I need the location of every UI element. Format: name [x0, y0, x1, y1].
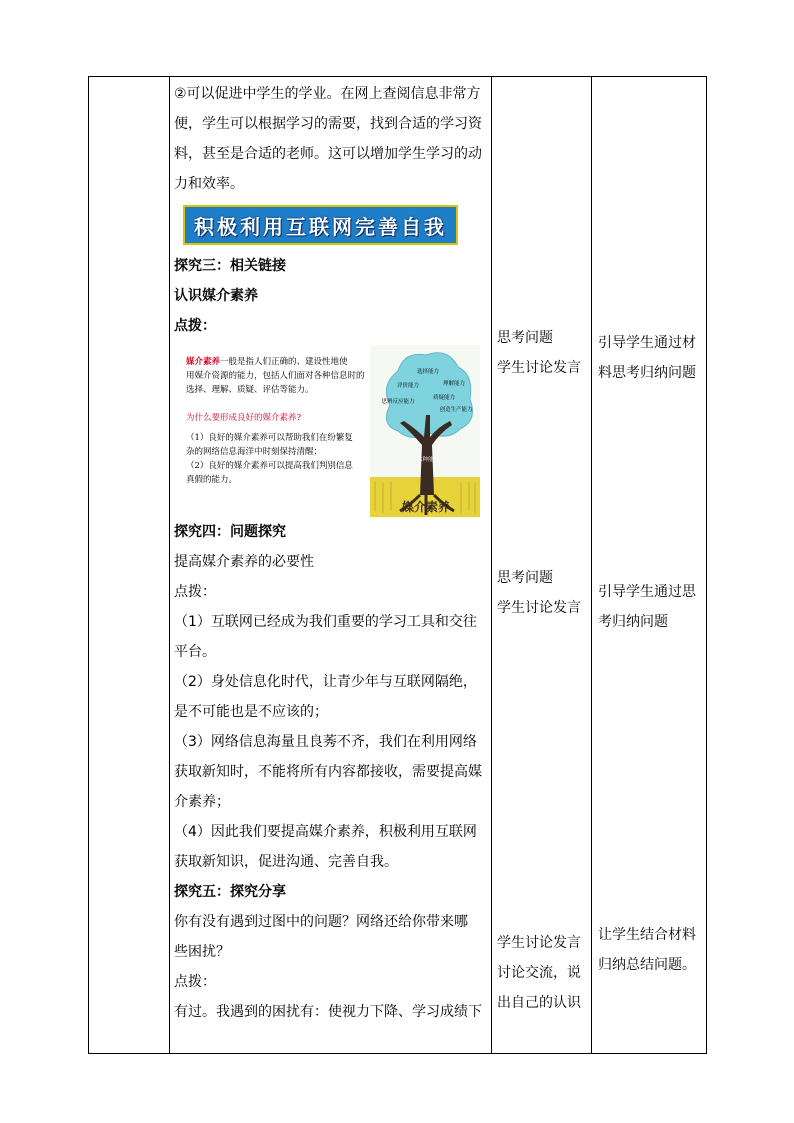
tree-label: 评价能力	[396, 383, 420, 389]
section4-line: 是不可能也是不应该的；	[174, 704, 328, 720]
banner-image	[183, 205, 458, 245]
tree-label: 创造生产能力	[439, 407, 473, 413]
column-divider	[491, 77, 492, 1053]
intro-line: 力和效率。	[174, 176, 244, 192]
media-question: 为什么要形成良好的媒介素养?	[186, 413, 302, 423]
section4-line: 平台。	[174, 644, 216, 660]
media-literacy-image	[174, 345, 474, 517]
section3-sub: 认识媒介素养	[174, 288, 258, 304]
student-activity-3: 学生讨论发言 讨论交流，说 出自己的认识	[497, 935, 581, 1011]
tree-label: 理解能力	[442, 381, 466, 387]
section4-line: （2）身处信息化时代，让青少年与互联网隔绝，	[174, 674, 477, 690]
intro-line: 料，甚至是合适的老师。这可以增加学生学习的动	[174, 146, 482, 162]
section4-line: 点拨：	[174, 584, 216, 600]
section3-title: 探究三：相关链接	[174, 258, 286, 274]
tree-label: 思辨反应能力	[381, 399, 415, 405]
section5-line: 有过。我遇到的困扰有：使视力下降、学习成绩下	[174, 1004, 482, 1020]
tree-caption: 媒介素养	[401, 500, 451, 514]
design-intent-1: 引导学生通过材 料思考归纳问题	[598, 335, 696, 381]
section3-hint: 点拨：	[174, 318, 216, 334]
column-divider	[591, 77, 592, 1053]
section4-line: 介素养；	[174, 794, 230, 810]
design-intent-2: 引导学生通过思 考归纳问题	[598, 584, 696, 630]
intro-line: 便，学生可以根据学习的需要，找到合适的学习资	[174, 116, 482, 132]
section5-line: 些困扰？	[174, 944, 230, 960]
section4-line: （1）互联网已经成为我们重要的学习工具和交往	[174, 614, 477, 630]
section4-line: （3）网络信息海量且良莠不齐，我们在利用网络	[174, 734, 477, 750]
content-column	[169, 77, 491, 1027]
tree-label: 六种能力	[416, 457, 440, 463]
tree-label: 选择能力	[416, 369, 440, 375]
section4-title: 探究四：问题探究	[174, 524, 286, 540]
student-activity-2: 思考问题 学生讨论发言	[497, 570, 581, 616]
section5-line: 你有没有遇到过图中的问题？网络还给你带来哪	[174, 914, 468, 930]
section4-line: 获取新知时，不能将所有内容都接收，需要提高媒	[174, 764, 482, 780]
tree-illustration	[370, 345, 480, 517]
student-activity-1: 思考问题 学生讨论发言	[497, 330, 581, 376]
section4-line: （4）因此我们要提高媒介素养，积极利用互联网	[174, 824, 477, 840]
banner-text: 积极利用互联网完善自我	[194, 214, 447, 239]
definition-term: 媒介素养	[186, 357, 221, 367]
design-intent-3: 让学生结合材料 归纳总结问题。	[598, 927, 696, 973]
section5-title: 探究五：探究分享	[174, 884, 286, 900]
section4-line: 提高媒介素养的必要性	[174, 554, 314, 570]
intro-line: ②可以促进中学生的学业。在网上查阅信息非常方	[174, 86, 481, 102]
media-definition: 媒介素养一般是指人们正确的、建设性地使 用媒介资源的能力，包括人们面对各种信息时的 选择、理解、质疑、评估等能力。 为什么要形成良好的媒介素养? （1）良好的媒介素养可以帮助我们在纷繁复 杂的网络信息海洋中时刻保持清醒； （2）良好的媒介素养可以提高我们判别信息 真假的能力。	[186, 355, 371, 487]
section5-line: 点拨：	[174, 974, 216, 990]
lesson-table	[88, 76, 707, 1054]
tree-label: 质疑能力	[432, 395, 456, 401]
section4-line: 获取新知识，促进沟通、完善自我。	[174, 854, 398, 870]
